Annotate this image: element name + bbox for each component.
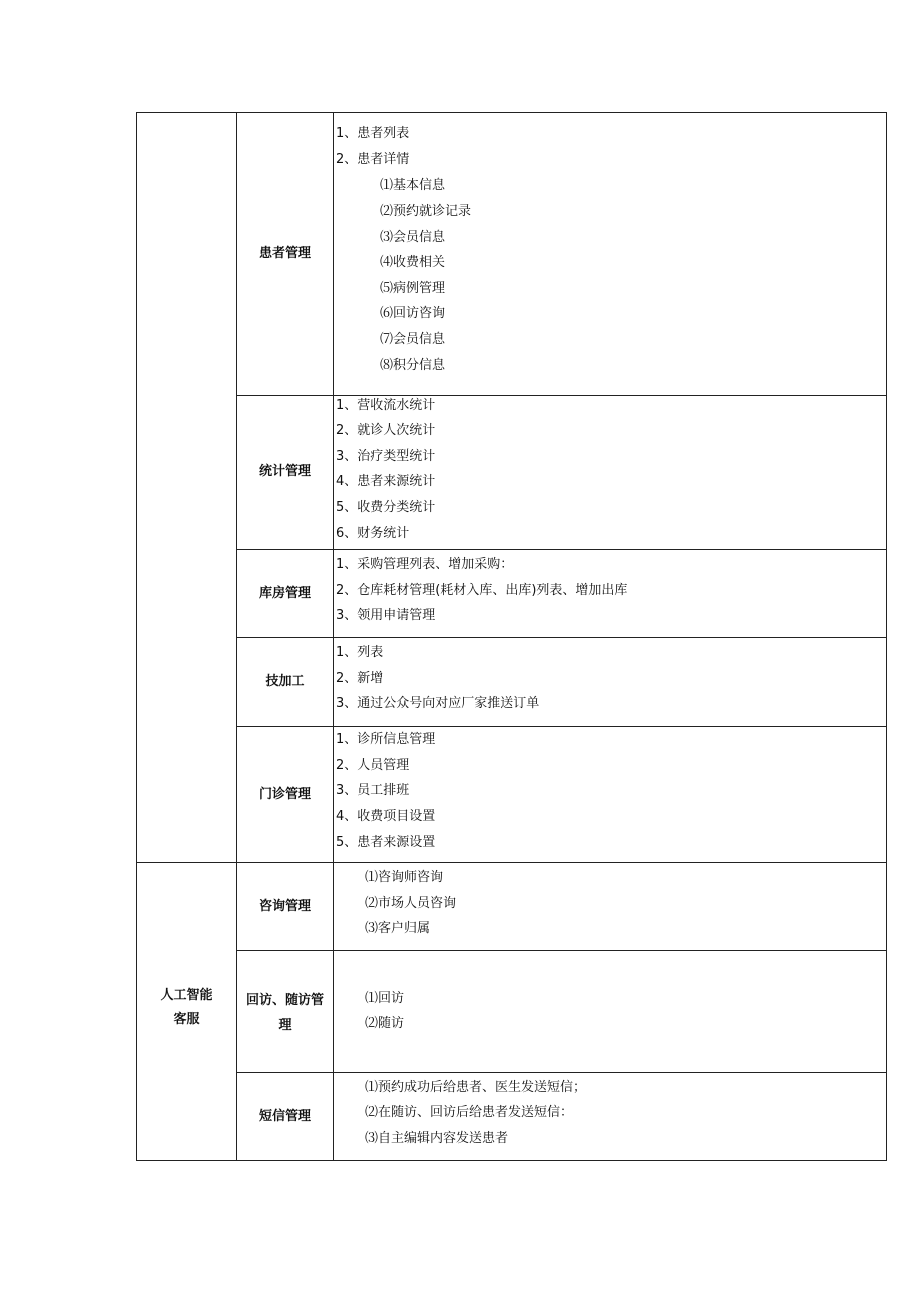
list-item: 4、患者来源统计 (336, 474, 436, 489)
module-name-line1: 回访、随访管 (245, 993, 324, 1008)
list-item: 2、患者详情 (336, 152, 410, 167)
list-item: 3、员工排班 (336, 783, 410, 798)
row-divider (236, 549, 887, 550)
list-item: 3、通过公众号向对应厂家推送订单 (336, 696, 540, 711)
category-label-line1: 人工智能 (160, 988, 213, 1003)
list-item: ⑶会员信息 (380, 230, 446, 245)
list-item: 1、营收流水统计 (336, 398, 436, 413)
list-item: 3、治疗类型统计 (336, 449, 436, 464)
list-item: ⑶自主编辑内容发送患者 (365, 1131, 509, 1146)
category-ai-service (137, 984, 236, 1032)
list-item: ⑸病例管理 (380, 281, 446, 296)
module-name-line2: 理 (278, 1018, 292, 1033)
list-item: 4、收费项目设置 (336, 809, 436, 824)
module-name: 库房管理 (258, 586, 311, 601)
list-item: 2、就诊人次统计 (336, 423, 436, 438)
list-item: 1、采购管理列表、增加采购： (336, 557, 514, 572)
row-divider (236, 726, 887, 727)
module-name: 短信管理 (258, 1109, 311, 1124)
module-name: 咨询管理 (258, 899, 311, 914)
module-name: 技加工 (265, 674, 305, 689)
list-item: ⑵随访 (365, 1016, 405, 1031)
list-item: ⑴基本信息 (380, 178, 446, 193)
category-label-line2: 客服 (173, 1012, 200, 1027)
list-item: ⑹回访咨询 (380, 306, 446, 321)
row-divider (236, 1072, 887, 1073)
list-item: ⑴回访 (365, 991, 405, 1006)
list-item: ⑵预约就诊记录 (380, 204, 472, 219)
list-item: 1、诊所信息管理 (336, 732, 436, 747)
module-name: 患者管理 (258, 246, 311, 261)
list-item: ⑷收费相关 (380, 255, 446, 270)
module-name: 统计管理 (258, 464, 311, 479)
list-item: ⑻积分信息 (380, 358, 446, 373)
list-item: 5、患者来源设置 (336, 835, 436, 850)
row-divider (236, 637, 887, 638)
list-item: 2、新增 (336, 671, 384, 686)
group-divider (136, 862, 887, 863)
list-item: 1、列表 (336, 645, 384, 660)
module-name (237, 988, 333, 1038)
list-item: 6、财务统计 (336, 526, 410, 541)
list-item: ⑵市场人员咨询 (365, 896, 457, 911)
list-item: ⑴预约成功后给患者、医生发送短信； (365, 1080, 587, 1095)
list-item: 3、领用申请管理 (336, 608, 436, 623)
list-item: ⑶客户归属 (365, 921, 431, 936)
list-item: 5、收费分类统计 (336, 500, 436, 515)
list-item: ⑵在随访、回访后给患者发送短信： (365, 1105, 574, 1120)
list-item: 1、患者列表 (336, 126, 410, 141)
module-name: 门诊管理 (258, 787, 311, 802)
list-item: 2、仓库耗材管理(耗材入库、出库)列表、增加出库 (336, 583, 628, 598)
list-item: 2、人员管理 (336, 758, 410, 773)
list-item: ⑴咨询师咨询 (365, 870, 444, 885)
row-divider (236, 395, 887, 396)
row-divider (236, 950, 887, 951)
list-item: ⑺会员信息 (380, 332, 446, 347)
